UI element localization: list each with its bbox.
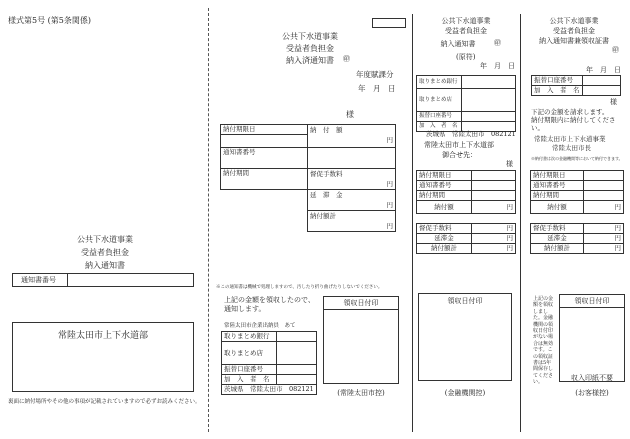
p3-stamp-caption: (金融機関控) [444,389,486,397]
p3-original-label: (原符) [456,53,476,61]
p2-amount-label: 納 付 額 [310,126,343,134]
p3-date: 年 月 日 [480,62,515,70]
p4-seal-icon: ㊞ [612,46,619,54]
p4-no-stamp: 収入印紙不要 [571,374,613,382]
p4-mayor: 常陸太田市長 [552,144,591,152]
p4-yen: 円 [584,234,624,244]
p4-amount-table [530,170,624,254]
p2-total-yen: 円 [386,222,393,230]
p2-period-label: 納付期間 [221,169,308,190]
p4-row: 納付額 [531,201,584,214]
office-box [12,322,194,392]
p3-row: 納付額 [417,201,472,214]
p2-amount-table [220,124,396,232]
p2-address: 茨城県 常陸太田市 082121 [222,385,317,395]
p3-amount-table [416,170,516,254]
p2-bank-row: 取りまとめ銀行 [222,332,277,342]
notice-number-box [12,273,194,287]
notice-number-label: 通知書番号 [21,276,56,284]
p3-contact: 御合せ先： [442,151,477,159]
p3-address: 茨城県 常陸太田市 082121 [426,130,516,138]
p2-bank-row: 取りまとめ店 [222,342,277,365]
p2-delay-label: 延 滞 金 [310,191,343,199]
p3-stamp-box [418,293,512,381]
p2-seal-icon: ㊞ [343,55,350,63]
p3-sama: 様 [506,160,513,168]
p4-title-3: 納入通知書兼領収証書 [539,37,609,45]
p2-to-label: 常陸太田市企業出納員 あて [224,323,296,329]
p2-sama: 様 [346,110,354,119]
p3-title-3: 納入通知書 [440,40,476,48]
p4-yen: 円 [584,224,624,234]
p4-title-1: 公共下水道事業 [549,17,599,25]
perforation-line-1 [208,8,209,432]
p2-title-3: 納入済通知書 [286,56,334,65]
p3-title-1: 公共下水道事業 [441,17,491,25]
p4-acct-row: 加 入 者 名 [532,86,583,96]
p4-small-note: ※納付書は次の金融機関等において納付できます。 [531,156,623,161]
p4-account-table [531,75,621,96]
p2-fee-label: 督促手数料 [310,170,343,178]
p4-title-2: 受益者負担金 [553,27,595,35]
p3-stamp-label: 領収日付印 [447,297,483,305]
p2-stamp-label: 領収日付印 [343,299,379,307]
p2-stamp-box [323,296,399,384]
p3-row: 納付額計 [417,244,472,254]
office-name: 常陸太田市上下水道部 [57,331,148,341]
p4-request-line-2: 納付期限内に納付してください。 [531,116,616,132]
p3-bank-table [416,75,516,132]
p4-acct-row: 振替口座番号 [532,76,583,86]
p2-bank-row: 振替口座番号 [222,365,277,375]
p4-request-line-1: 下記の金額を請求します。 [531,108,609,116]
divider-line-2 [412,14,413,432]
p4-row: 納付期間 [531,191,584,201]
p2-small-note: ※この通知書は機械で処理しますので、汚したり折り曲げたりしないでください。 [216,285,383,290]
p2-date: 年 月 日 [358,84,396,93]
p4-stamp-label: 領収日付印 [574,297,610,305]
p4-yen: 円 [584,244,624,254]
p3-bank-row: 取りまとめ銀行 [417,76,462,89]
p3-bank-row: 加 入 者 名 [417,122,462,132]
left-title-3: 納入通知書 [85,261,125,270]
p2-received-text: 上記の金額を領収したので、通知します。 [224,296,315,313]
p2-deadline-label: 納付期限日 [221,125,308,135]
p3-yen: 円 [472,224,516,234]
p4-vertical-note: 上記の金額を領収しました。金融機関の領収日付印がない場合は無効です。この領収証書は5年間保存してください。 [533,296,554,386]
p4-stamp-box [559,294,625,382]
p4-stamp-caption: (お客様控) [575,389,609,397]
p2-bank-table [221,331,317,395]
p2-amount-yen: 円 [386,136,393,144]
p3-title-2: 受益者負担金 [445,27,487,35]
p3-yen: 円 [472,234,516,244]
p2-title-2: 受益者負担金 [286,44,334,53]
p2-title-1: 公共下水道事業 [282,32,338,41]
p4-request-text [531,108,625,132]
p2-stamp-caption: (常陸太田市控) [337,389,385,397]
divider-line-3 [520,14,521,432]
p3-row: 通知書番号 [417,181,472,191]
p4-sama: 様 [610,98,617,106]
p4-row: 納付期限日 [531,171,584,181]
left-title-2: 受益者負担金 [81,248,129,257]
p3-row: 督促手数料 [417,224,472,234]
p2-notice-no-label: 通知書番号 [221,148,308,169]
left-title-1: 公共下水道事業 [77,235,133,244]
form-label: 様式第5号 (第5条関係) [8,16,91,25]
p2-total-label: 納付額計 [310,212,336,220]
p3-office: 常陸太田市上下水道部 [424,141,494,149]
p4-date: 年 月 日 [586,66,621,74]
p3-bank-row: 取りまとめ店 [417,89,462,112]
p3-seal-icon: ㊞ [494,39,501,47]
p4-office: 常陸太田市上下水道事業 [534,135,606,143]
p4-row: 延滞金 [531,234,584,244]
p4-row: 納付額計 [531,244,584,254]
p4-row: 督促手数料 [531,224,584,234]
p3-yen: 円 [472,201,516,214]
p3-yen: 円 [472,244,516,254]
p3-row: 延滞金 [417,234,472,244]
p2-top-box [372,18,406,28]
p2-delay-yen: 円 [386,201,393,209]
p2-fiscal-year: 年度賦課分 [356,70,394,79]
p3-bank-row: 振替口座番号 [417,112,462,122]
p3-row: 納付期限日 [417,171,472,181]
p3-row: 納付期間 [417,191,472,201]
p2-fee-yen: 円 [386,180,393,188]
p4-row: 通知書番号 [531,181,584,191]
p4-yen: 円 [584,201,624,214]
left-footer-note: 裏面に納付場所やその他の事項が記載されていますので必ずお読みください。 [8,399,201,405]
p2-bank-row: 加 入 者 名 [222,375,277,385]
